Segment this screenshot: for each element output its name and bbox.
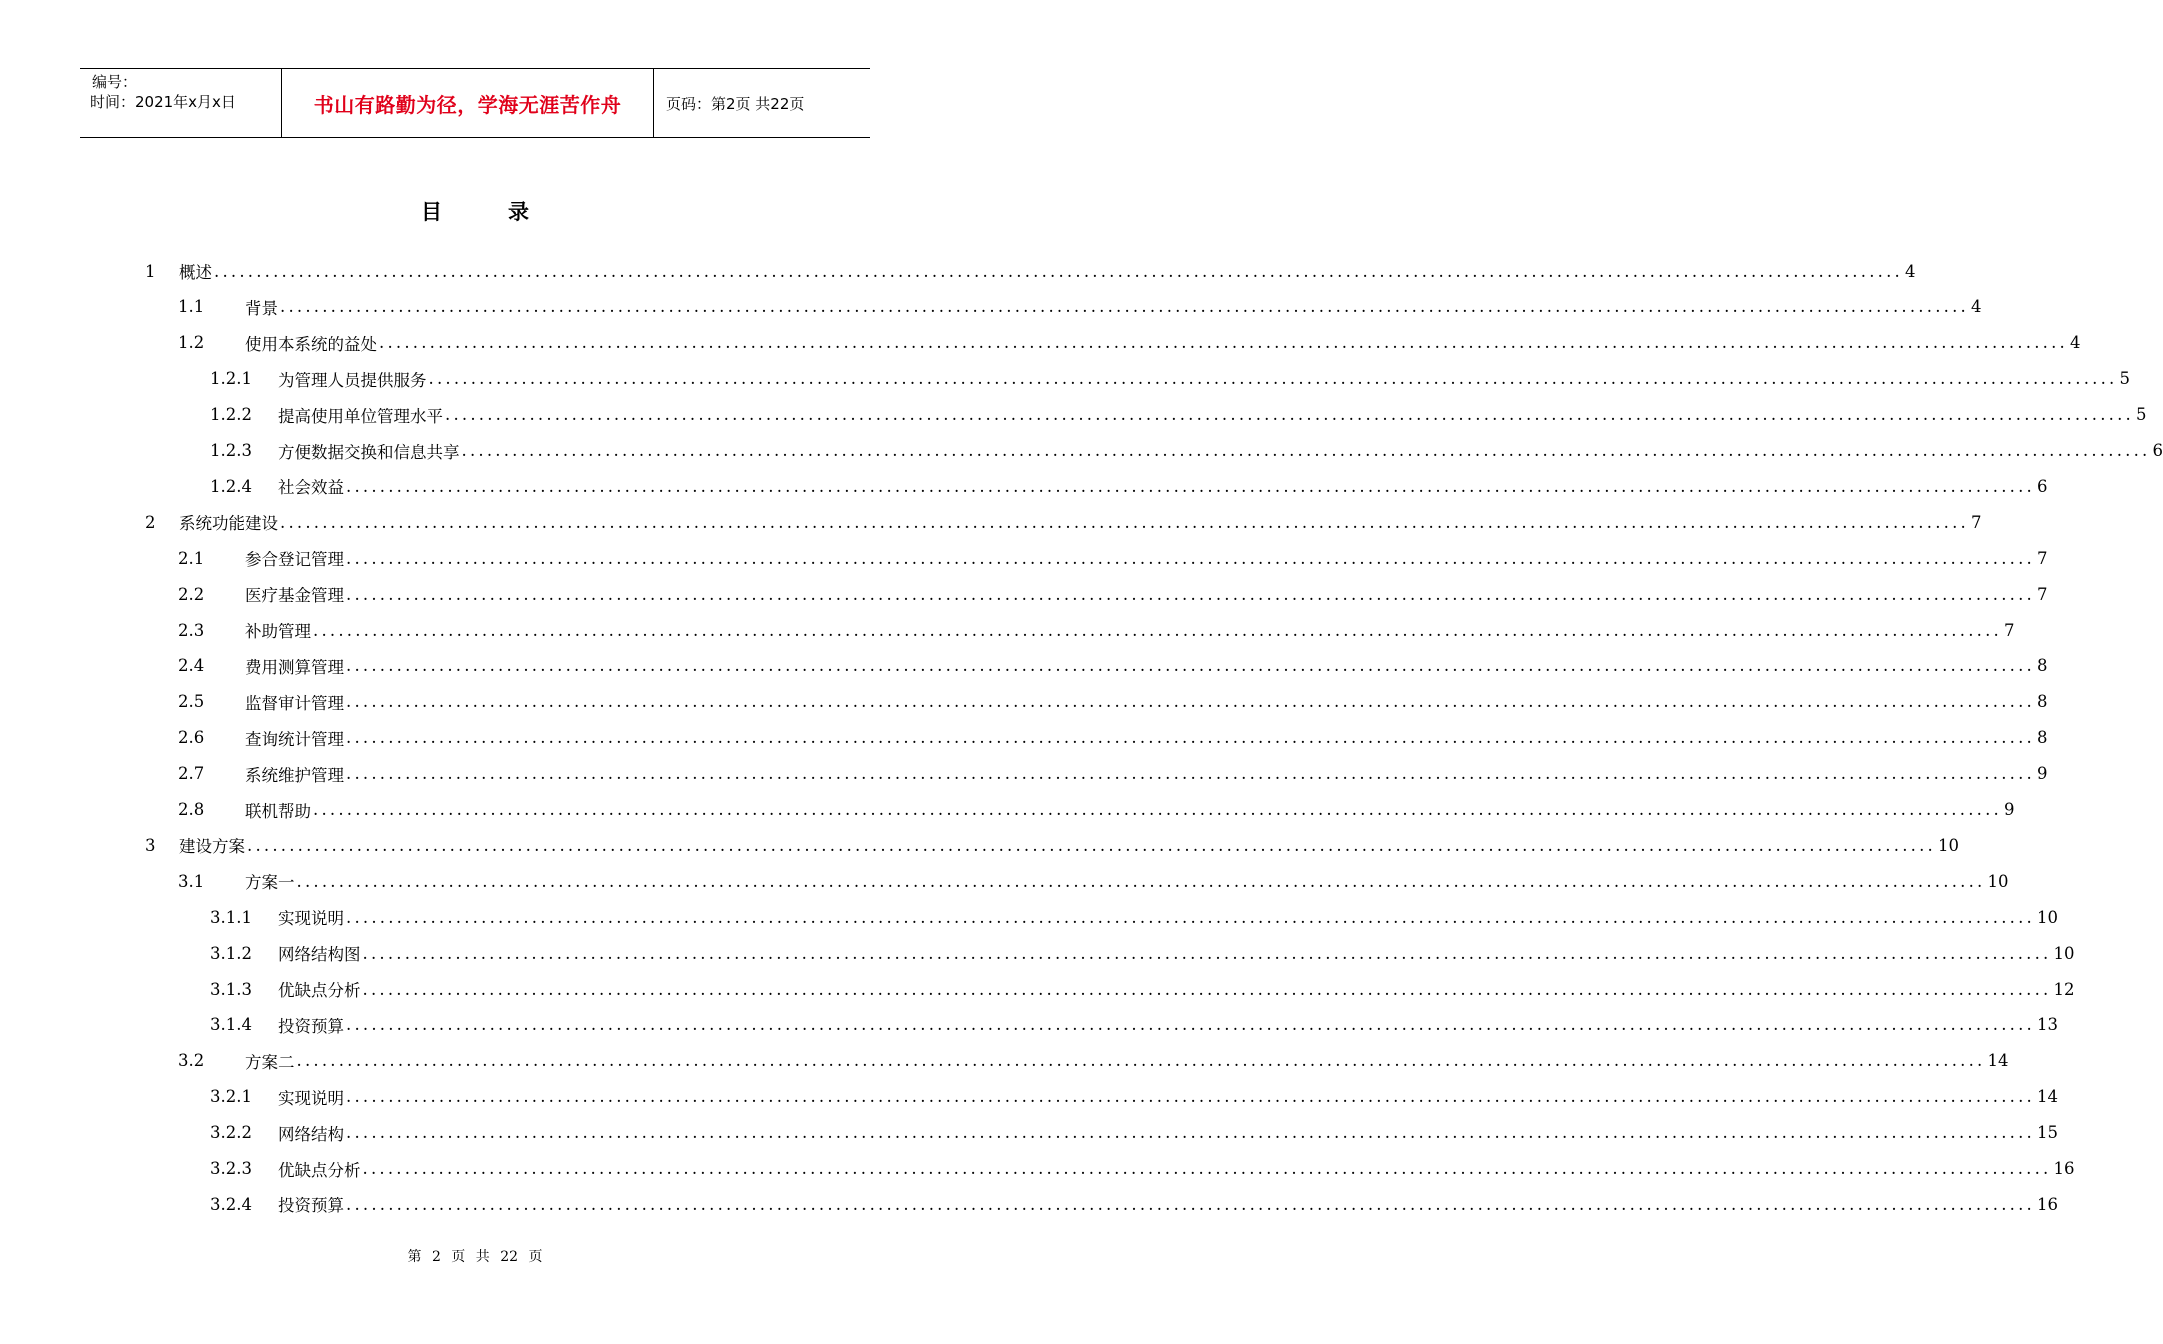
toc-entry-number: 2.5 <box>178 692 205 712</box>
toc-leader-dots: ........................................................................................................................................................................................................ <box>313 620 2002 640</box>
toc-entry-page: 15 <box>2036 1123 2058 1143</box>
toc-entry[interactable] <box>178 649 2048 683</box>
toc-entry-title: 系统功能建设 <box>179 514 278 534</box>
toc-entry-number: 2.8 <box>178 800 205 819</box>
header-page-info: 页码：第2页 共22页 <box>666 94 805 113</box>
toc-entry-number: 2.6 <box>178 728 205 748</box>
toc-entry[interactable] <box>178 685 2048 719</box>
toc-leader-dots: ........................................................................................................................................................................................................ <box>346 584 2035 604</box>
toc-leader-dots: ........................................................................................................................................................................................................ <box>379 333 2068 353</box>
toc-entry[interactable] <box>210 1080 2058 1114</box>
toc-leader-dots: ........................................................................................................................................................................................................ <box>346 656 2035 676</box>
toc-entry-title: 网络结构图 <box>278 945 361 965</box>
toc-entry-number: 1 <box>145 261 156 281</box>
page-footer: 第 2 页 共 22 页 <box>407 1249 543 1265</box>
toc-entry-title: 方案一 <box>245 873 295 893</box>
header-motto-cell <box>282 69 654 137</box>
toc-entry-page: 7 <box>2036 548 2048 568</box>
toc-entry-page: 8 <box>2036 692 2048 712</box>
toc-entry[interactable] <box>178 577 2048 611</box>
toc-entry[interactable] <box>178 721 2048 755</box>
toc-entry-number: 3.2.1 <box>210 1087 252 1107</box>
toc-entry-page: 6 <box>2152 441 2163 460</box>
toc-leader-dots: ........................................................................................................................................................................................................ <box>296 1051 1986 1071</box>
page-header <box>80 68 870 138</box>
toc-entry-number: 2.2 <box>178 584 205 604</box>
toc-title: 目录 <box>421 200 595 224</box>
toc-entry-title: 实现说明 <box>278 1088 344 1108</box>
toc-leader-dots: ........................................................................................................................................................................................................ <box>461 441 2151 460</box>
toc-entry-page: 14 <box>2036 1087 2058 1107</box>
toc-entry-title: 网络结构 <box>278 1124 344 1144</box>
toc-entry-number: 2.4 <box>178 656 205 676</box>
toc-leader-dots: ........................................................................................................................................................................................................ <box>346 476 2035 496</box>
toc-entry-number: 3.1.1 <box>210 907 252 927</box>
toc-leader-dots: ........................................................................................................................................................................................................ <box>362 1159 2052 1178</box>
toc-entry[interactable] <box>178 864 2009 898</box>
toc-entry-page: 12 <box>2053 979 2075 999</box>
toc-entry-title: 投资预算 <box>278 1196 344 1216</box>
toc-entry-title: 背景 <box>245 298 278 318</box>
toc-leader-dots: ........................................................................................................................................................................................................ <box>346 1087 2035 1107</box>
toc-leader-dots: ........................................................................................................................................................................................................ <box>346 1194 2035 1214</box>
toc-leader-dots: ........................................................................................................................................................................................................ <box>346 764 2035 784</box>
toc-entry-title: 建设方案 <box>179 837 245 857</box>
toc-entry-title: 系统维护管理 <box>245 765 344 785</box>
toc-entry-number: 1.2.2 <box>210 405 252 425</box>
toc-entry-number: 1.2.4 <box>210 476 252 496</box>
toc-entry-title: 社会效益 <box>278 478 344 498</box>
toc-entry-page: 8 <box>2036 656 2048 676</box>
toc-entry-number: 2 <box>145 512 156 532</box>
toc-entry-title: 参合登记管理 <box>245 550 344 570</box>
toc-entry[interactable] <box>145 828 1959 862</box>
toc-entry-page: 7 <box>2003 620 2015 640</box>
toc-entry-number: 3.1.4 <box>210 1015 252 1035</box>
toc-entry-title: 提高使用单位管理水平 <box>278 406 443 426</box>
toc-entry[interactable] <box>210 434 2163 468</box>
header-meta <box>80 69 282 137</box>
toc-entry[interactable] <box>210 469 2048 503</box>
toc-leader-dots: ........................................................................................................................................................................................................ <box>346 548 2035 568</box>
toc-entry-title: 概述 <box>179 263 212 282</box>
toc-entry-title: 优缺点分析 <box>278 981 361 1000</box>
toc-entry-page: 16 <box>2036 1194 2058 1214</box>
toc-leader-dots: ........................................................................................................................................................................................................ <box>313 800 2002 819</box>
toc-entry-title: 优缺点分析 <box>278 1160 361 1180</box>
toc-entry-title: 联机帮助 <box>245 801 311 821</box>
toc-entry-number: 3.2.4 <box>210 1194 252 1214</box>
toc-entry-number: 1.2 <box>178 333 205 353</box>
toc-entry[interactable] <box>210 1008 2058 1042</box>
toc-entry[interactable] <box>178 541 2048 575</box>
toc-leader-dots: ........................................................................................................................................................................................................ <box>362 943 2052 963</box>
toc-entry[interactable] <box>210 362 2130 396</box>
toc-entry[interactable] <box>210 936 2075 970</box>
toc-entry-title: 实现说明 <box>278 909 344 929</box>
toc-entry-page: 10 <box>1987 871 2009 891</box>
toc-entry-page: 6 <box>2036 476 2048 496</box>
toc-entry-number: 3.1.3 <box>210 979 252 999</box>
toc-entry-page: 5 <box>2135 405 2147 425</box>
toc-leader-dots: ........................................................................................................................................................................................................ <box>362 979 2052 999</box>
toc-entry-page: 10 <box>2036 907 2058 927</box>
toc-entry-page: 4 <box>1970 297 1982 317</box>
toc-entry-number: 2.1 <box>178 548 205 568</box>
motto: 书山有路勤为径，学海无涯苦作舟 <box>313 92 622 117</box>
toc-entry-page: 16 <box>2053 1159 2075 1178</box>
toc-entry[interactable] <box>178 613 2015 647</box>
toc-entry-page: 9 <box>2003 800 2015 819</box>
toc-leader-dots: ........................................................................................................................................................................................................ <box>296 871 1986 891</box>
toc-entry[interactable] <box>210 398 2147 432</box>
toc-leader-dots: ........................................................................................................................................................................................................ <box>346 692 2035 712</box>
toc-entry-title: 监督审计管理 <box>245 693 344 713</box>
toc-leader-dots: ........................................................................................................................................................................................................ <box>214 261 1903 281</box>
toc-entry-page: 13 <box>2036 1015 2058 1035</box>
toc-entry-number: 3 <box>145 835 156 855</box>
toc-entry[interactable] <box>178 326 2081 360</box>
toc-entry-page: 10 <box>1937 835 1959 855</box>
toc-leader-dots: ........................................................................................................................................................................................................ <box>346 1015 2035 1035</box>
toc-entry-title: 查询统计管理 <box>245 729 344 749</box>
toc-entry-title: 方便数据交换和信息共享 <box>278 442 460 462</box>
toc-leader-dots: ........................................................................................................................................................................................................ <box>346 728 2035 748</box>
toc-entry-title: 医疗基金管理 <box>245 586 344 606</box>
toc-entry[interactable] <box>145 254 1916 288</box>
toc-entry-page: 10 <box>2053 943 2075 963</box>
toc-leader-dots: ........................................................................................................................................................................................................ <box>346 907 2035 927</box>
toc-leader-dots: ........................................................................................................................................................................................................ <box>247 835 1936 855</box>
toc-entry-number: 3.2 <box>178 1051 205 1071</box>
toc-entry-page: 5 <box>2119 369 2130 389</box>
toc-entry[interactable] <box>210 900 2058 934</box>
toc-entry[interactable] <box>178 757 2048 791</box>
toc-entry[interactable] <box>178 793 2015 827</box>
toc-entry-number: 2.7 <box>178 764 205 784</box>
toc-entry-page: 4 <box>2069 333 2081 353</box>
toc-entry-number: 2.3 <box>178 620 205 640</box>
toc-entry-number: 3.2.2 <box>210 1123 252 1143</box>
toc-entry-number: 3.2.3 <box>210 1159 252 1178</box>
toc-entry-page: 8 <box>2036 728 2048 748</box>
toc-entry-page: 14 <box>1987 1051 2009 1071</box>
time-label: 时间：2021年x月x日 <box>90 93 236 111</box>
toc-entry[interactable] <box>210 1116 2058 1150</box>
toc-entry-number: 1.1 <box>178 297 205 317</box>
toc-entry-number: 1.2.1 <box>210 369 252 389</box>
toc-entry[interactable] <box>210 972 2075 1006</box>
toc-entry-page: 4 <box>1904 261 1916 281</box>
toc-leader-dots: ........................................................................................................................................................................................................ <box>428 369 2118 389</box>
toc-entry-number: 3.1 <box>178 871 205 891</box>
toc-entry[interactable] <box>210 1187 2058 1221</box>
toc-entry[interactable] <box>145 505 1982 539</box>
toc-leader-dots: ........................................................................................................................................................................................................ <box>445 405 2134 425</box>
toc-entry-page: 9 <box>2036 764 2048 784</box>
toc-entry[interactable] <box>210 1152 2075 1186</box>
code-label: 编号： <box>92 73 138 91</box>
toc-entry-title: 使用本系统的益处 <box>245 334 377 354</box>
toc-leader-dots: ........................................................................................................................................................................................................ <box>280 512 1969 532</box>
toc-entry-title: 费用测算管理 <box>245 657 344 677</box>
toc-entry-number: 3.1.2 <box>210 943 252 963</box>
toc-entry[interactable] <box>178 1044 2009 1078</box>
toc-leader-dots: ........................................................................................................................................................................................................ <box>346 1123 2035 1143</box>
toc-entry-title: 补助管理 <box>245 622 311 641</box>
toc-entry-title: 为管理人员提供服务 <box>278 370 427 390</box>
toc-entry-page: 7 <box>2036 584 2048 604</box>
toc-leader-dots: ........................................................................................................................................................................................................ <box>280 297 1969 317</box>
toc-entry-number: 1.2.3 <box>210 441 252 460</box>
toc-entry-title: 投资预算 <box>278 1016 344 1036</box>
toc-entry[interactable] <box>178 290 1982 324</box>
toc-entry-page: 7 <box>1970 512 1982 532</box>
toc-entry-title: 方案二 <box>245 1052 295 1072</box>
